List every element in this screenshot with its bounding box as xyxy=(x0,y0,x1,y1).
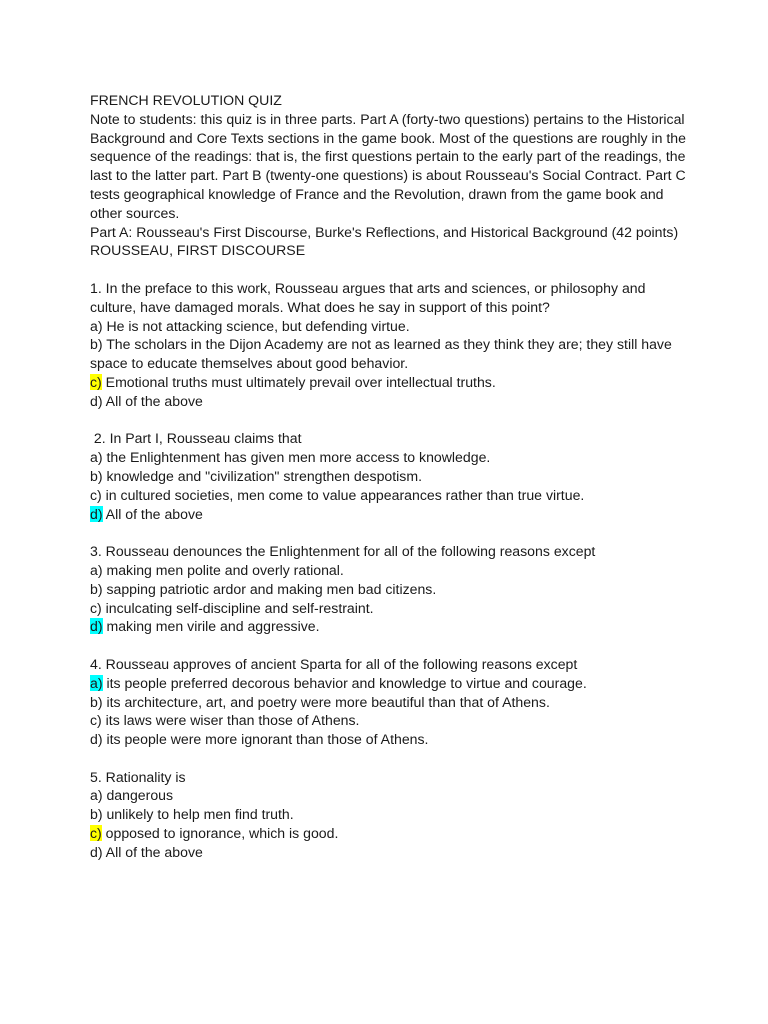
question-stem: 2. In Part I, Rousseau claims that xyxy=(90,430,302,447)
answer-option-c: c) inculcating self-discipline and self-restraint. xyxy=(90,599,374,616)
question-stem: 4. Rousseau approves of ancient Sparta for all of the following reasons except xyxy=(90,655,578,672)
answer-option-c: c) its laws were wiser than those of Athens. xyxy=(90,712,360,729)
answer-option-a: a) the Enlightenment has given men more access to knowledge. xyxy=(90,449,491,466)
note-line: sequence of the readings: that is, the first questions pertain to the early part of the readings, the xyxy=(90,148,686,165)
answer-option-a: a) He is not attacking science, but defending virtue. xyxy=(90,317,410,334)
answer-option-d: d) its people were more ignorant than those of Athens. xyxy=(90,731,429,748)
answer-option-a: a) dangerous xyxy=(90,787,174,804)
question-5 xyxy=(90,768,690,862)
highlighted-answer-mark: a) xyxy=(90,674,103,691)
question-stem: culture, have damaged morals. What does he say in support of this point? xyxy=(90,298,550,315)
note-line: tests geographical knowledge of France and the Revolution, drawn from the game book and xyxy=(90,185,664,202)
answer-text: opposed to ignorance, which is good. xyxy=(101,825,339,842)
question-stem: 5. Rationality is xyxy=(90,768,186,785)
question-2 xyxy=(90,429,690,523)
answer-option-d xyxy=(90,617,690,636)
question-stem: 3. Rousseau denounces the Enlightenment for all of the following reasons except xyxy=(90,543,596,560)
note-line: other sources. xyxy=(90,204,180,221)
part-a-heading: Part A: Rousseau's First Discourse, Burke's Reflections, and Historical Background (42 points) xyxy=(90,223,679,240)
question-stem: 1. In the preface to this work, Rousseau argues that arts and sciences, or philosophy and xyxy=(90,279,646,296)
question-4 xyxy=(90,655,690,749)
page-title: FRENCH REVOLUTION QUIZ xyxy=(90,92,282,108)
answer-text: All of the above xyxy=(102,505,203,522)
highlighted-answer-mark: d) xyxy=(90,618,103,635)
note-to-students xyxy=(90,110,690,223)
answer-option-a xyxy=(90,674,690,693)
note-line: Background and Core Texts sections in the game book. Most of the questions are roughly in the xyxy=(90,129,686,146)
answer-option-d: d) All of the above xyxy=(90,843,203,860)
spacer xyxy=(90,749,690,768)
question-1 xyxy=(90,279,690,411)
highlighted-answer-mark: c) xyxy=(90,373,102,390)
answer-option-d xyxy=(90,505,690,524)
answer-option-b-continued: space to educate themselves about good behavior. xyxy=(90,355,409,372)
answer-text: making men virile and aggressive. xyxy=(102,618,320,635)
answer-option-c: c) in cultured societies, men come to value appearances rather than true virtue. xyxy=(90,486,585,503)
note-line: last to the latter part. Part B (twenty-one questions) is about Rousseau's Social Contract. Part C xyxy=(90,167,686,184)
answer-text: its people preferred decorous behavior and knowledge to virtue and courage. xyxy=(102,674,587,691)
spacer xyxy=(90,523,690,542)
spacer xyxy=(90,260,690,279)
answer-option-b: b) knowledge and "civilization" strengthen despotism. xyxy=(90,467,422,484)
quiz-document xyxy=(90,91,690,862)
highlighted-answer-mark: c) xyxy=(90,825,102,842)
answer-option-d: d) All of the above xyxy=(90,392,203,409)
highlighted-answer-mark: d) xyxy=(90,505,103,522)
answer-option-b: b) The scholars in the Dijon Academy are not as learned as they think they are; they still have xyxy=(90,336,672,353)
answer-option-a: a) making men polite and overly rational. xyxy=(90,561,344,578)
answer-option-b: b) unlikely to help men find truth. xyxy=(90,806,294,823)
answer-option-c xyxy=(90,824,690,843)
answer-option-b: b) sapping patriotic ardor and making men bad citizens. xyxy=(90,580,437,597)
answer-text: Emotional truths must ultimately prevail over intellectual truths. xyxy=(101,373,496,390)
note-line: Note to students: this quiz is in three parts. Part A (forty-two questions) pertains to the Historical xyxy=(90,110,685,127)
spacer xyxy=(90,411,690,430)
question-3 xyxy=(90,542,690,636)
spacer xyxy=(90,636,690,655)
section-heading: ROUSSEAU, FIRST DISCOURSE xyxy=(90,242,306,259)
answer-option-c xyxy=(90,373,690,392)
answer-option-b: b) its architecture, art, and poetry were more beautiful than that of Athens. xyxy=(90,693,550,710)
